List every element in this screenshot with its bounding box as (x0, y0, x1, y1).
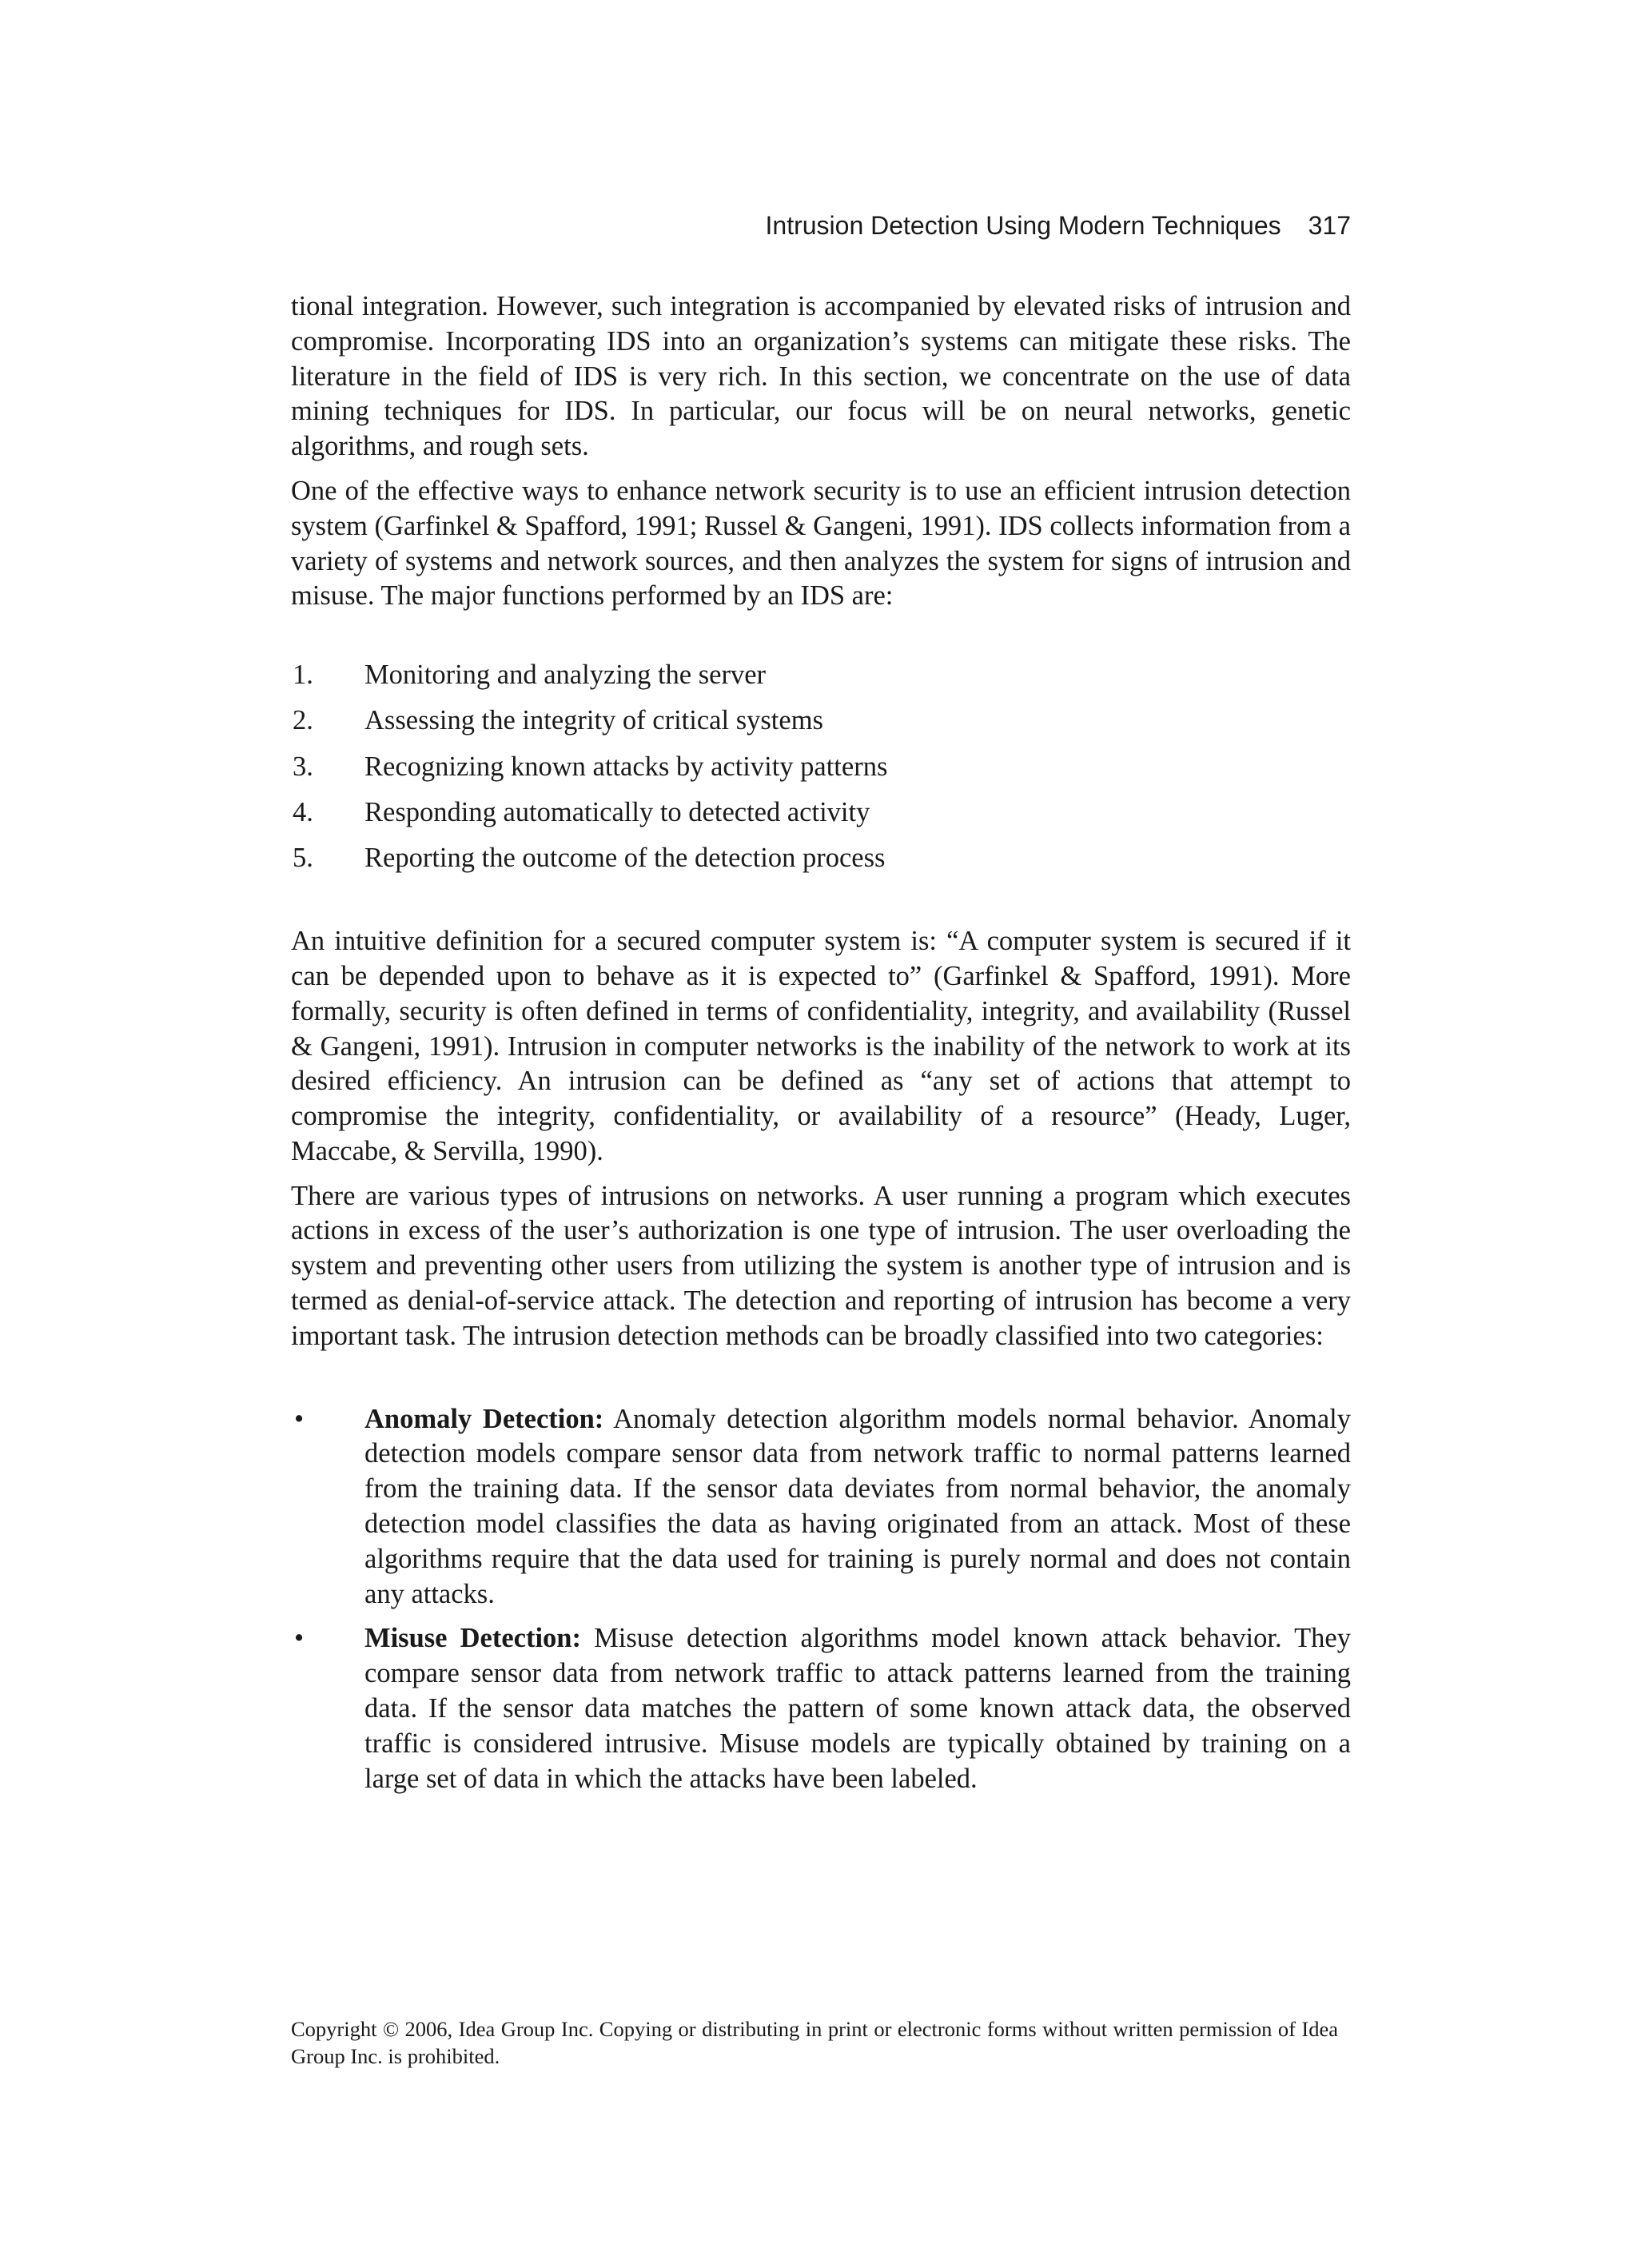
list-item-text: Responding automatically to detected activity (364, 796, 870, 827)
paragraph: tional integration. However, such integration is accompanied by elevated risks of intrusion and compromise. Incorporating IDS into an organization’s systems can mitigate these risks. The literature in the field of IDS is very rich. In this section, we concentrate on the use of data mining techniques for IDS. In particular, our focus will be on neural networks, genetic algorithms, and rough sets. (291, 291, 1351, 462)
list-item (291, 1402, 1351, 1612)
bullet-icon: • (294, 1403, 305, 1434)
list-item-text: Recognizing known attacks by activity patterns (364, 751, 888, 782)
bullet-icon: • (294, 1623, 305, 1654)
list-item (291, 835, 1351, 881)
list-item-number: 2. (293, 705, 313, 736)
paragraph: An intuitive definition for a secured computer system is: “A computer system is secured if it can be depended upon to behave as it is expected to” (Garfinkel & Spafford, 1991). More formally, security is often defined in terms of confidentiality, integrity, and availability (Russel & Gangeni, 1991). Intrusion in computer networks is the inability of the network to work at its desired efficiency. An intrusion can be defined as “any set of actions that attempt to compromise the integrity, confidentiality, or availability of a resource” (Heady, Luger, Maccabe, & Servilla, 1990). (291, 926, 1351, 1166)
category-term: Misuse Detection: (364, 1623, 581, 1654)
list-item-number: 1. (293, 660, 313, 691)
copyright-notice: Copyright © 2006, Idea Group Inc. Copying or distributing in print or electronic forms without written permission of Idea Group Inc. is prohibited. (291, 2017, 1338, 2068)
list-item (291, 744, 1351, 790)
paragraph: One of the effective ways to enhance network security is to use an efficient intrusion detection system (Garfinkel & Spafford, 1991; Russel & Gangeni, 1991). IDS collects information from a variety of systems and network sources, and then analyzes the system for signs of intrusion and misuse. The major functions performed by an IDS are: (291, 475, 1351, 612)
list-item-text: Assessing the integrity of critical systems (364, 705, 823, 736)
list-item (291, 652, 1351, 698)
list-item-text: Monitoring and analyzing the server (364, 660, 767, 691)
list-item (291, 790, 1351, 835)
list-item-text: Reporting the outcome of the detection process (364, 842, 886, 873)
page-number: 317 (1308, 211, 1351, 240)
running-header (766, 209, 1352, 241)
ids-functions-list (291, 652, 1351, 881)
category-description: Anomaly detection algorithm models normal behavior. Anomaly detection models compare sensor data from network traffic to normal patterns learned from the training data. If the sensor data deviates from normal behavior, the anomaly detection model classifies the data as having originated from an attack. Most of these algorithms require that the data used for training is purely normal and does not contain any attacks. (364, 1403, 1351, 1609)
paragraph: There are various types of intrusions on networks. A user running a program which executes actions in excess of the user’s authorization is one type of intrusion. The user overloading the system and preventing other users from utilizing the system is another type of intrusion and is termed as denial-of-service attack. The detection and reporting of intrusion has become a very important task. The intrusion detection methods can be broadly classified into two categories: (291, 1180, 1351, 1351)
list-item-number: 4. (293, 796, 313, 827)
list-item (291, 1621, 1351, 1796)
body-text (291, 289, 1351, 1796)
detection-categories-list (291, 1402, 1351, 1797)
list-item-number: 3. (293, 751, 313, 782)
list-item-number: 5. (293, 842, 313, 873)
category-description: Misuse detection algorithms model known attack behavior. They compare sensor data from network traffic to attack patterns learned from the training data. If the sensor data matches the pattern of some known attack data, the observed traffic is considered intrusive. Misuse models are typically obtained by training on a large set of data in which the attacks have been labeled. (364, 1623, 1351, 1794)
category-term: Anomaly Detection: (364, 1403, 604, 1434)
list-item (291, 698, 1351, 743)
running-title: Intrusion Detection Using Modern Techniques (765, 211, 1281, 240)
